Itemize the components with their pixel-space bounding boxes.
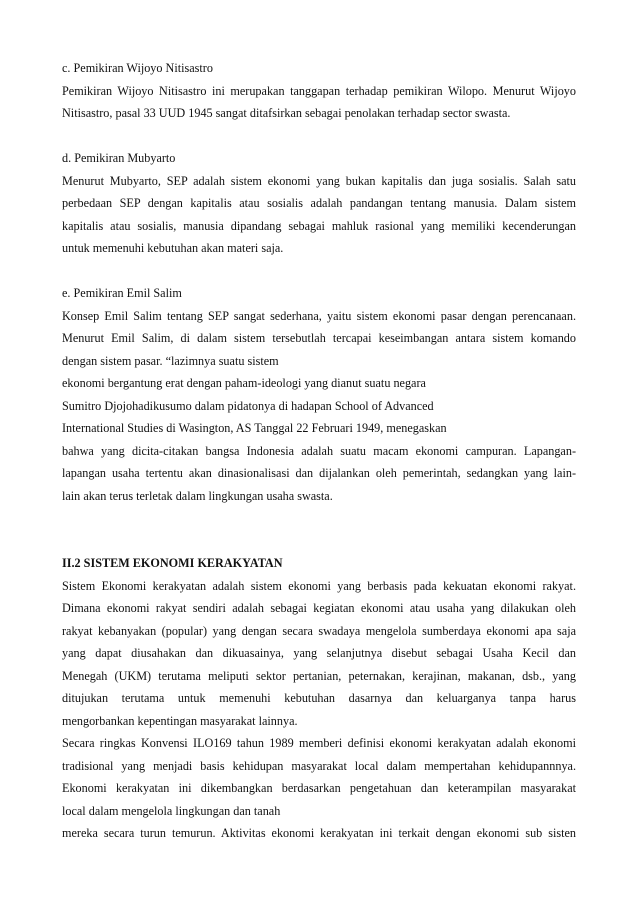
text-line: untuk memenuhi kebutuhan akan materi saja. xyxy=(62,241,284,255)
text-line: rakyat kebanyakan (popular) yang dengan secara swadaya mengelola sumberdaya ekonomi apa saja xyxy=(62,623,576,638)
text-line: Menegah (UKM) terutama meliputi sektor pertanian, peternakan, kerajinan, makanan, dsb., yang xyxy=(62,668,576,683)
text-line: Konsep Emil Salim tentang SEP sangat sederhana, yaitu sistem ekonomi pasar dengan perencanaan. xyxy=(62,308,576,323)
text-line: ditujukan terutama untuk memenuhi kebutuhan dasarnya dan keluarganya tanpa harus xyxy=(62,691,576,705)
paragraph-spacer xyxy=(62,530,576,553)
text-line: Ekonomi kerakyatan ini dikembangkan berdasarkan pengetahuan dan keterampilan masyarakat xyxy=(62,781,576,795)
text-line: perbedaan SEP dengan kapitalis atau sosialis adalah pandangan tentang manusia. Dalam sistem xyxy=(62,196,576,210)
text-line: mengorbankan kepentingan masyarakat lainnya. xyxy=(62,713,298,728)
section-title: c. Pemikiran Wijoyo Nitisastro xyxy=(62,61,213,75)
paragraph-spacer xyxy=(62,507,576,530)
text-line: Sistem Ekonomi kerakyatan adalah sistem ekonomi yang berbasis pada kekuatan ekonomi rakyat. xyxy=(62,578,576,593)
section-heading: II.2 SISTEM EKONOMI KERAKYATAN xyxy=(62,556,283,570)
text-line: Pemikiran Wijoyo Nitisastro ini merupakan tanggapan terhadap pemikiran Wilopo. Menurut Wijoyo xyxy=(62,83,576,98)
paragraph-spacer xyxy=(62,125,576,148)
text-line: lapangan usaha tertentu akan dinasionalisasi dan dijalankan oleh pemerintah, sedangkan yang lain- xyxy=(62,466,576,480)
section-title: e. Pemikiran Emil Salim xyxy=(62,286,182,300)
text-line: Menurut Mubyarto, SEP adalah sistem ekonomi yang bukan kapitalis dan juga sosialis. Salah satu xyxy=(62,173,576,188)
text-line: ekonomi bergantung erat dengan paham-ideologi yang dianut suatu negara xyxy=(62,376,426,390)
text-line: Secara ringkas Konvensi ILO169 tahun 1989 memberi definisi ekonomi kerakyatan adalah ekonomi xyxy=(62,736,576,750)
text-line: lain akan terus terletak dalam lingkungan usaha swasta. xyxy=(62,488,333,503)
text-line: Dimana ekonomi rakyat sendiri adalah sebagai kegiatan ekonomi atau usaha yang dilakukan oleh xyxy=(62,601,576,615)
text-line: yang dapat diusahakan dan dikuasainya, yang selanjutnya disebut sebagai Usaha Kecil dan xyxy=(62,646,576,660)
text-line: International Studies di Wasington, AS Tanggal 22 Februari 1949, menegaskan xyxy=(62,421,447,435)
paragraph-spacer xyxy=(62,260,576,283)
section-title: d. Pemikiran Mubyarto xyxy=(62,151,176,165)
text-line: Nitisastro, pasal 33 UUD 1945 sangat ditafsirkan sebagai penolakan terhadap sector swasta. xyxy=(62,106,511,120)
document-body xyxy=(62,57,576,845)
text-line: kapitalis atau sosialis, manusia dipandang sebagai mahluk rasional yang memiliki kecenderungan xyxy=(62,218,576,233)
text-line: bahwa yang dicita-citakan bangsa Indonesia adalah suatu macam ekonomi campuran. Lapangan- xyxy=(62,443,576,458)
text-line: Menurut Emil Salim, di dalam sistem tersebutlah tercapai keseimbangan antara sistem komando xyxy=(62,331,576,345)
text-line: local dalam mengelola lingkungan dan tanah xyxy=(62,803,281,818)
text-line: Sumitro Djojohadikusumo dalam pidatonya di hadapan School of Advanced xyxy=(62,398,434,413)
text-line: dengan sistem pasar. “lazimnya suatu sistem xyxy=(62,353,279,368)
text-line: tradisional yang menjadi basis kehidupan masyarakat local dalam mempertahan kehidupannnya. xyxy=(62,758,576,773)
text-line: mereka secara turun temurun. Aktivitas ekonomi kerakyatan ini terkait dengan ekonomi sub sisten xyxy=(62,826,576,840)
